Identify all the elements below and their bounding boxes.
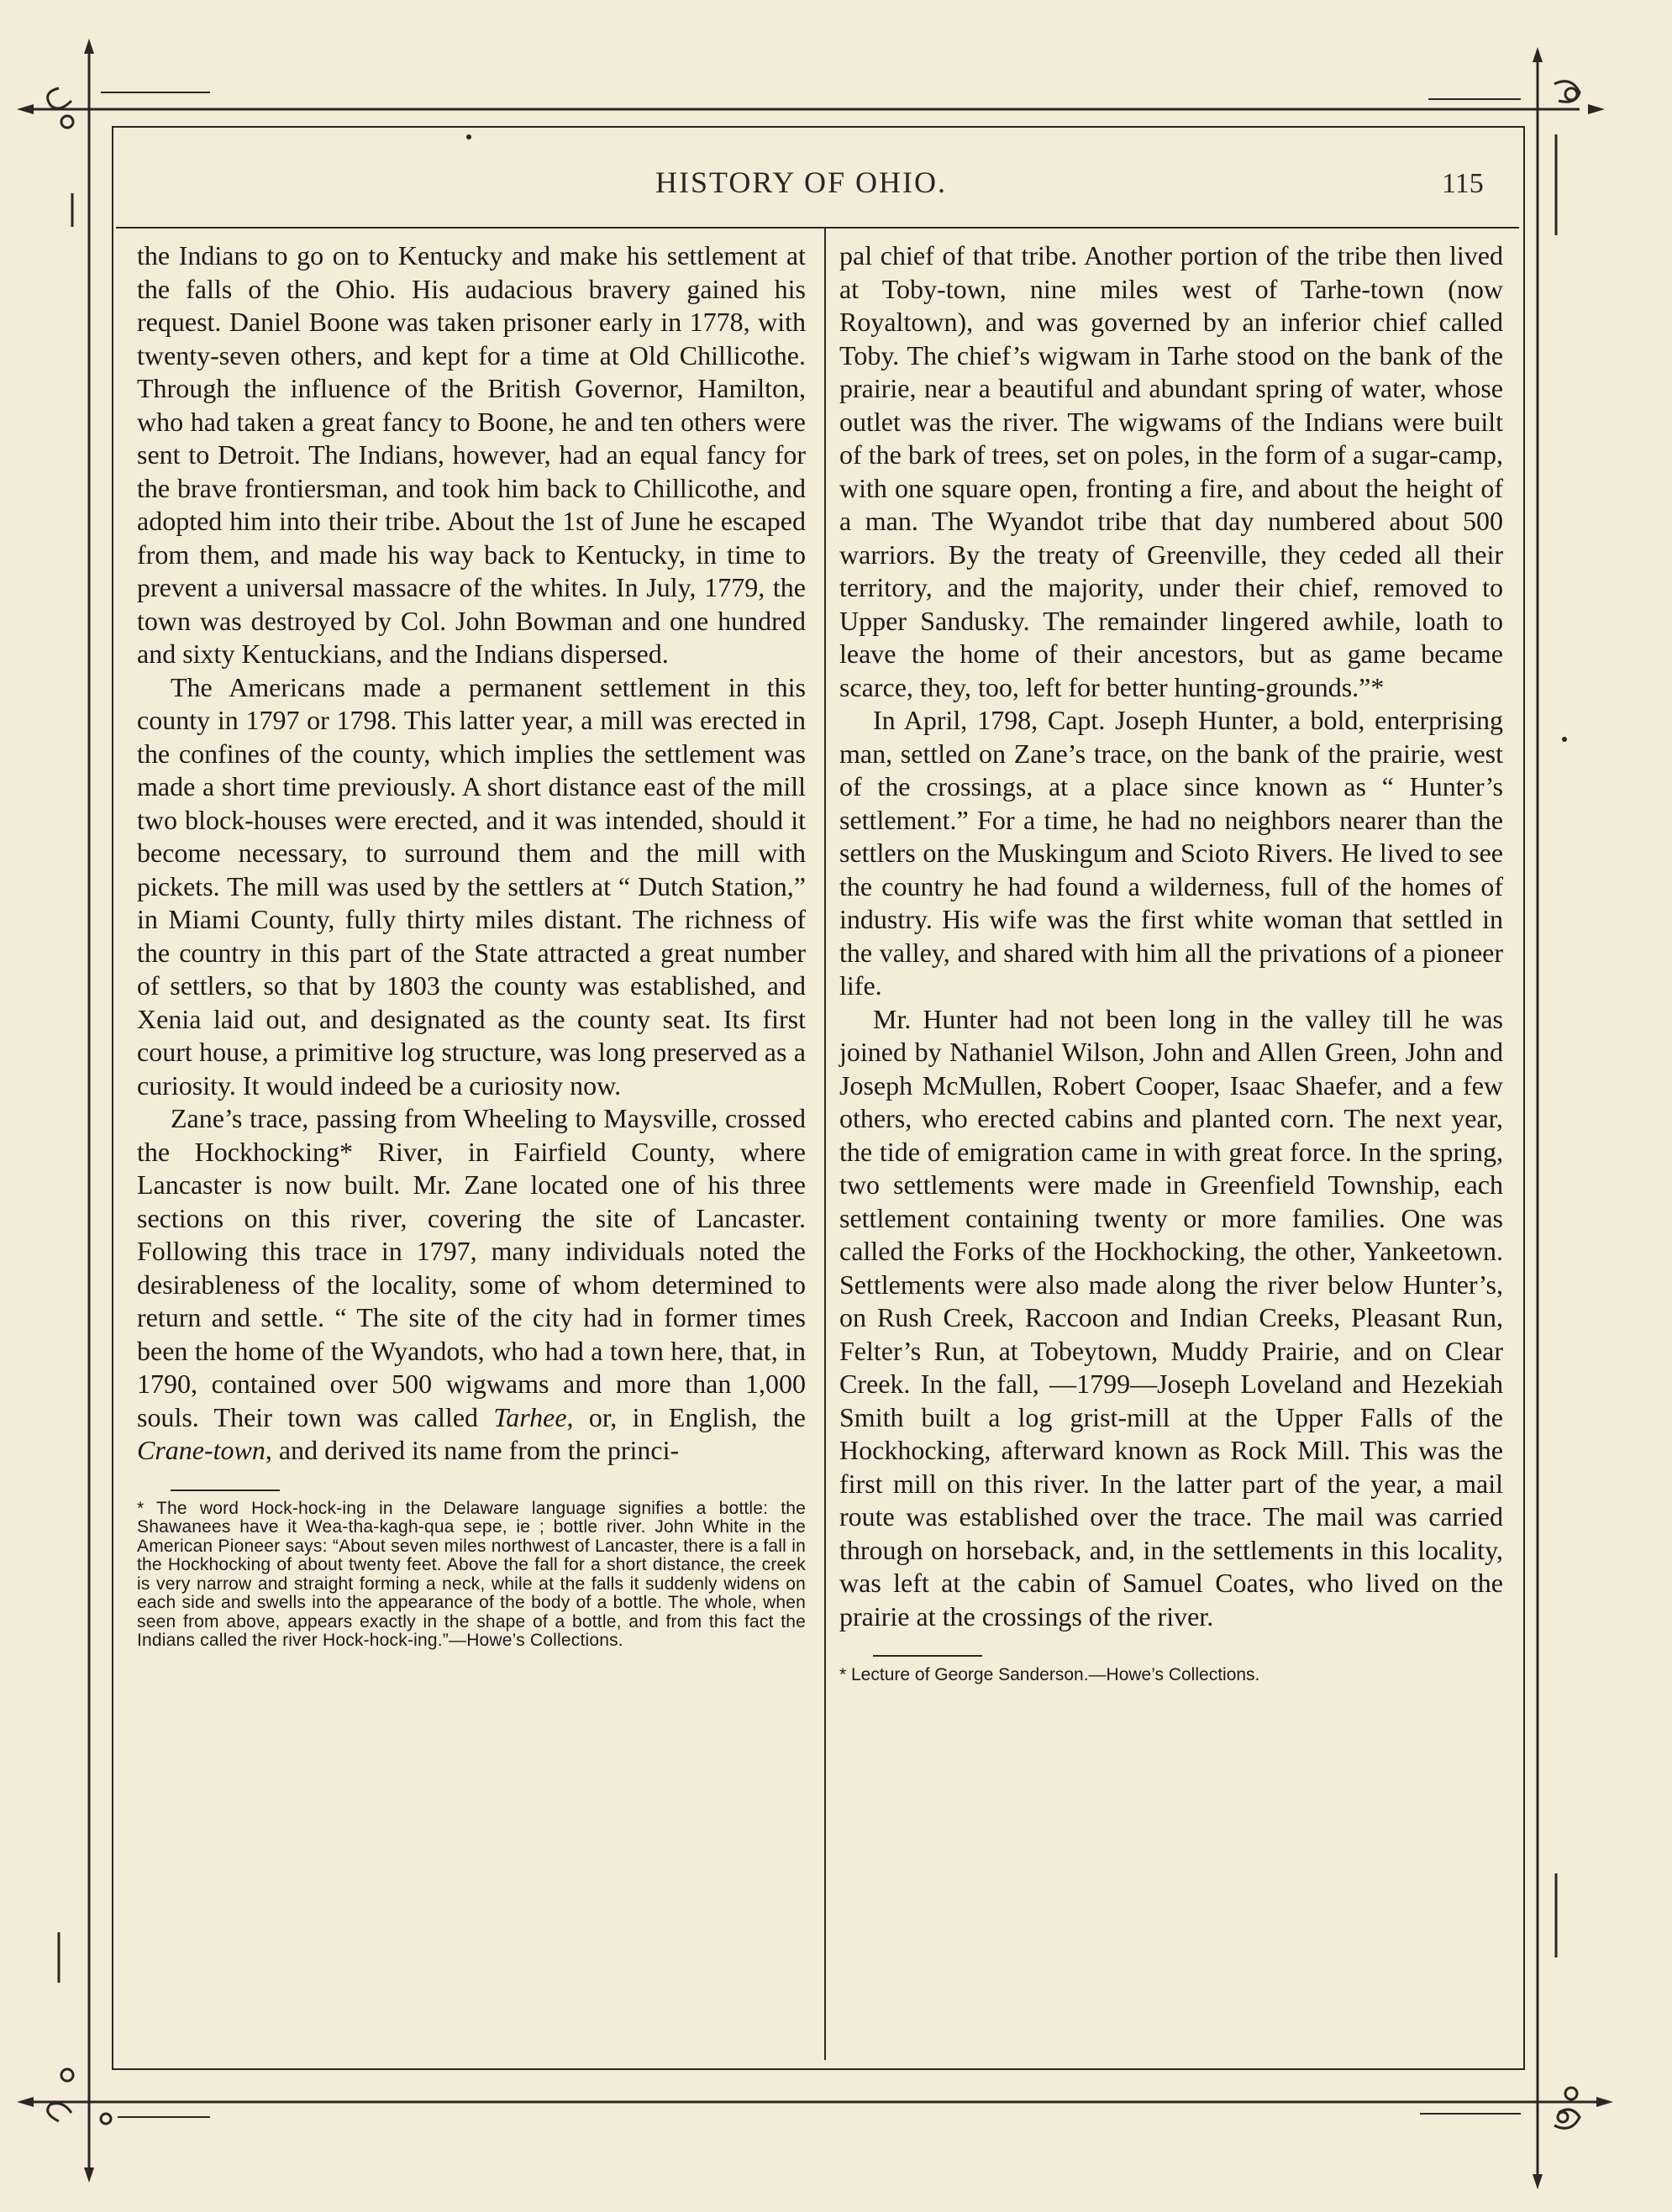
- paragraph: Mr. Hunter had not been long in the valley till he was joined by Nathaniel Wilson, John and Allen Green, John and Joseph McMullen, Robert Cooper, Isaac Shaefer, and a few others, who erected cabins and planted corn. The next year, the tide of emigration came in with great force. In the spring, two settlements were made in Greenfield Township, each settlement containing twenty or more families. One was called the Forks of the Hockhocking, the other, Yankeetown. Settlements were also made along the river below Hunter’s, on Rush Creek, Raccoon and Indian Creeks, Pleasant Run, Felter’s Run, at Tobeytown, Muddy Prairie, and on Clear Creek. In the fall, —1799—Joseph Loveland and Hezekiah Smith built a log grist-mill at the Upper Falls of the Hockhocking, afterward known as Rock Mill. This was the first mill on this river. In the latter part of the year, a mail route was established over the trace. The mail was carried through on horseback, and, in the settlements in this locality, was left at the cabin of Samuel Coates, who lived on the prairie at the crossings of the river.: [839, 1003, 1503, 1631]
- left-column: [137, 239, 806, 1651]
- paragraph-text: , and derived its name from the princi-: [265, 1435, 680, 1465]
- footnote-hockhocking: * The word Hock-hock-ing in the Delaware language signifies a bottle: the Shawanees have it Wea-tha-kagh-qua sepe, ie ; bottle river. John White in the American Pioneer says: “About seven miles northwest of Lancaster, there is a fall in the Hockhocking of about twenty feet. Above the fall for a short distance, the creek is very narrow and straight forming a neck, while at the falls it suddenly widens on each side and swells into the appearance of the body of a bottle. The whole, when seen from above, appears exactly in the shape of a bottle, and from this fact the Indians called the river Hock-hock-ing.”—Howe’s Collections.: [137, 1498, 806, 1650]
- footnote-sanderson: * Lecture of George Sanderson.—Howe’s Collections.: [839, 1665, 1260, 1684]
- paragraph-text: Zane’s trace, passing from Wheeling to Maysville, crossed the Hockhocking* River, in Fairfield County, where Lancaster is now built. Mr. Zane located one of his three sections on this river, covering the site of Lancaster. Following this trace in 1797, many individuals noted the desirableness of the locality, some of whom determined to return and settle. “ The site of the city had in former times been the home of the Wyandots, who had a town here, that, in 1790, contained over 500 wigwams and more than 1,000 souls. Their town was called: [137, 1103, 806, 1432]
- footnote-rule: [873, 1655, 982, 1657]
- page-number: 115: [1442, 168, 1484, 199]
- column-divider: [824, 229, 826, 2060]
- header-rule: [116, 227, 1519, 229]
- running-head-title: HISTORY OF OHIO.: [655, 166, 948, 199]
- italic-term-tarhee: Tarhee: [493, 1401, 567, 1432]
- paragraph: pal chief of that tribe. Another portion of the tribe then lived at Toby-town, nine miles west of Tarhe-town (now Royaltown), and was governed by an inferior chief called Toby. The chief’s wigwam in Tarhe stood on the bank of the prairie, near a beautiful and abundant spring of water, whose outlet was the river. The wigwams of the Indians were built of the bark of trees, set on poles, in the form of a sugar-camp, with one square open, fronting a fire, and about the height of a man. The Wyandot tribe that day numbered about 500 warriors. By the treaty of Greenville, they ceded all their territory, and the majority, under their chief, removed to Upper Sandusky. The remainder lingered awhile, loath to leave the home of their ancestors, but as game became scarce, they, too, left for better hunting-grounds.”*: [839, 240, 1503, 702]
- italic-term-crane-town: Crane-town: [137, 1435, 266, 1465]
- paragraph: the Indians to go on to Kentucky and make his settlement at the falls of the Ohio. His audacious bravery gained his request. Daniel Boone was taken prisoner early in 1778, with twenty-seven others, and kept for a time at Old Chillicothe. Through the influence of the British Governor, Hamilton, who had taken a great fancy to Boone, he and ten others were sent to Detroit. The Indians, however, had an equal fancy for the brave frontiersman, and took him back to Chillicothe, and adopted him into their tribe. About the 1st of June he escaped from them, and made his way back to Kentucky, in time to prevent a universal massacre of the whites. In July, 1779, the town was destroyed by Col. John Bowman and one hundred and sixty Kentuckians, and the Indians dispersed.: [137, 240, 806, 669]
- paragraph: [137, 1102, 806, 1468]
- paragraph: The Americans made a permanent settlement in this county in 1797 or 1798. This latter year, a mill was erected in the confines of the county, which implies the settlement was made a short time previously. A short distance east of the mill two block-houses were erected, and it was intended, should it become necessary, to surround them and the mill with pickets. The mill was used by the settlers at “ Dutch Station,” in Miami County, fully thirty miles distant. The richness of the country in this part of the State attracted a great number of settlers, so that by 1803 the county was established, and Xenia laid out, and designated as the county seat. Its first court house, a primitive log structure, was long preserved as a curiosity. It would indeed be a curiosity now.: [137, 671, 806, 1101]
- paragraph-text: , or, in English, the: [566, 1401, 807, 1432]
- paragraph: In April, 1798, Capt. Joseph Hunter, a bold, enterprising man, settled on Zane’s trace, on the bank of the prairie, west of the crossings, at a place since known as “ Hunter’s settlement.” For a time, he had no neighbors nearer than the settlers on the Muskingum and Scioto Rivers. He lived to see the country he had found a wilderness, full of the homes of industry. His wife was the first white woman that settled in the valley, and shared with him all the privations of a pioneer life.: [839, 705, 1503, 1001]
- footnote-rule: [171, 1490, 280, 1491]
- right-column: [839, 239, 1503, 1685]
